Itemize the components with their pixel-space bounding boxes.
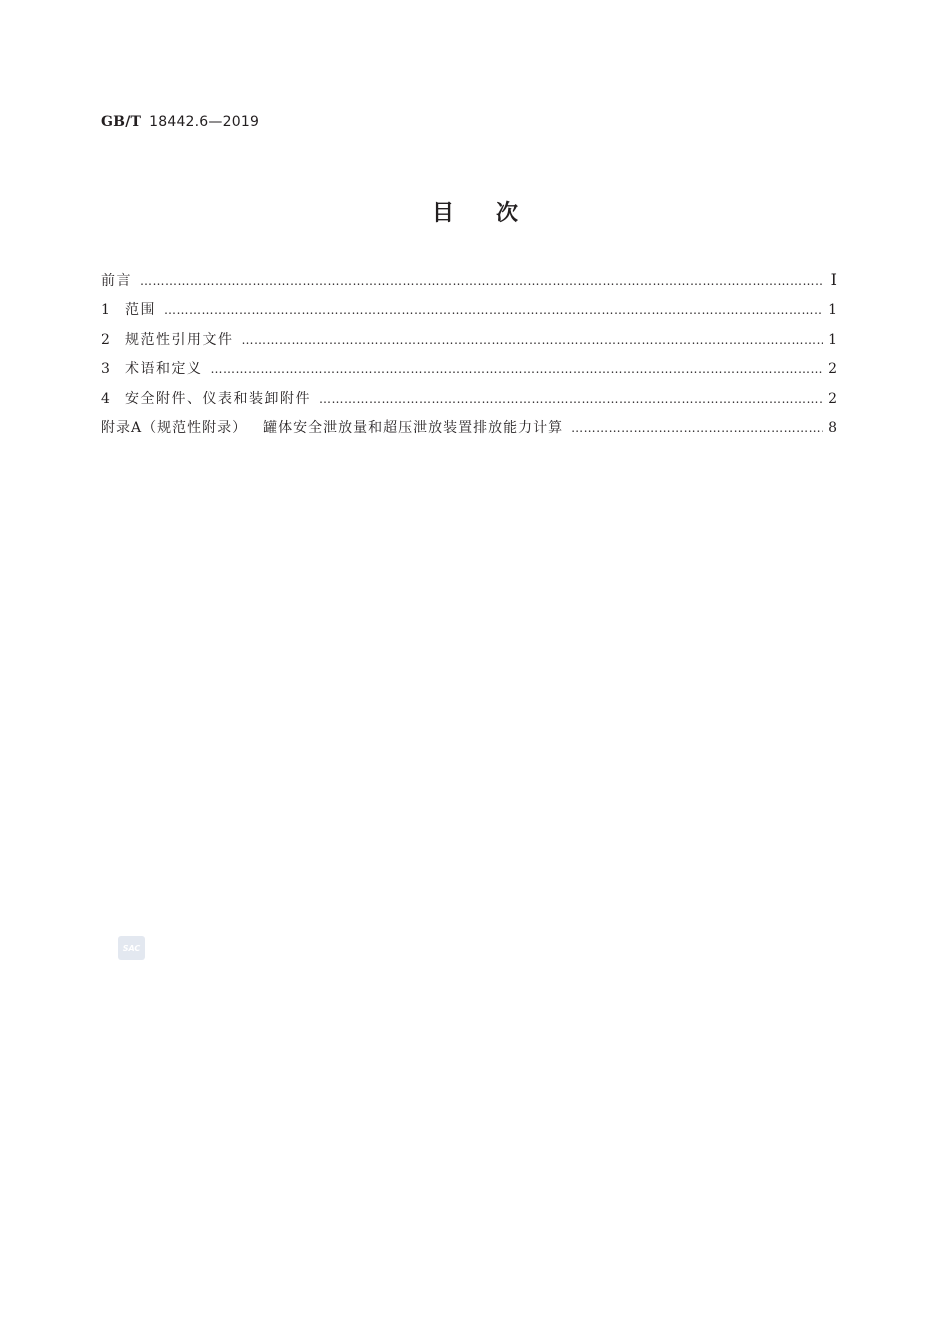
table-of-contents [101,270,837,446]
toc-entry-label: 安全附件、仪表和装卸附件 [125,390,311,407]
toc-entry-page: 1 [828,302,837,319]
standard-code: GB/T [101,114,142,130]
toc-entry-scope[interactable] [101,299,837,328]
toc-entry-safety-accessories[interactable] [101,388,837,417]
toc-leader-dots [242,333,824,347]
toc-entry-normative-references[interactable] [101,329,837,358]
toc-entry-number: 1 [101,302,110,319]
toc-entry-label: 术语和定义 [125,361,203,378]
toc-leader-dots [319,392,823,406]
toc-entry-page: 8 [828,419,837,436]
toc-entry-label: 规范性引用文件 [125,331,234,348]
toc-entry-label: 前言 [101,273,132,289]
standard-id: 18442.6—2019 [149,114,260,130]
toc-entry-page: 1 [828,331,837,348]
toc-appendix-title: 罐体安全泄放量和超压泄放装置排放能力计算 [263,419,564,436]
toc-entry-label: 范围 [125,302,156,319]
toc-leader-dots [571,421,823,435]
toc-entry-page: 2 [828,390,837,407]
toc-leader-dots [211,362,824,376]
toc-leader-dots [140,274,823,288]
toc-entry-number: 3 [101,361,110,378]
toc-entry-page: Ⅰ [830,270,837,289]
sac-watermark-logo [118,936,145,960]
sac-logo-text: SAC [122,943,141,953]
toc-title: 目次 [431,201,560,226]
toc-entry-terms-definitions[interactable] [101,358,837,387]
toc-leader-dots [164,303,823,317]
standard-number [101,114,259,130]
toc-appendix-label: 附录A（规范性附录） [101,419,248,436]
toc-entry-number: 2 [101,331,110,348]
toc-entry-foreword[interactable] [101,270,837,299]
toc-entry-number: 4 [101,390,110,407]
toc-entry-appendix-a[interactable] [101,417,837,446]
toc-entry-page: 2 [828,361,837,378]
